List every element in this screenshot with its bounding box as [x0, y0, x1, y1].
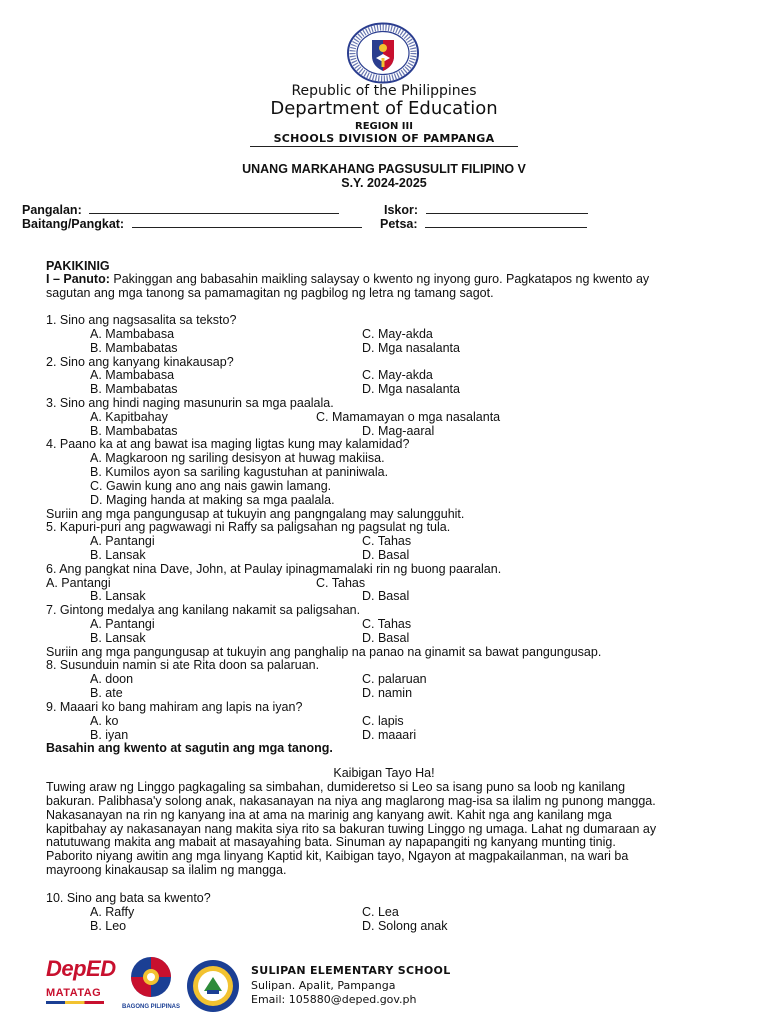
- q9-choice-a[interactable]: A. ko: [90, 714, 119, 728]
- q5-choice-b[interactable]: B. Lansak: [90, 548, 146, 562]
- instruction-line-2: sagutan ang mga tanong sa pamamagitan ng pagbilog ng letra ng tamang sagot.: [46, 286, 494, 300]
- q8-choice-d[interactable]: D. namin: [362, 686, 413, 700]
- q1-choice-a[interactable]: A. Mambabasa: [90, 327, 175, 341]
- instruction-text-1: Pakinggan ang babasahin maikling salaysay o kwento ng inyong guro. Pagkatapos ng kwento ay: [113, 272, 650, 286]
- q9-choice-b[interactable]: B. iyan: [90, 728, 129, 742]
- question-8: 8. Susunduin namin si ate Rita doon sa palaruan.: [46, 658, 320, 672]
- story-line: bakuran. Palibhasa'y solong anak, nakasanayan na niya ang maglarong mag-isa sa ilalim ng punong mangga.: [46, 794, 656, 808]
- school-seal-icon: [186, 959, 240, 1013]
- q3-choice-b[interactable]: B. Mambabatas: [90, 424, 178, 438]
- q6-choice-d[interactable]: D. Basal: [362, 589, 410, 603]
- section-heading: PAKIKINIG: [46, 259, 110, 273]
- question-4: 4. Paano ka at ang bawat isa maging ligtas kung may kalamidad?: [46, 437, 410, 451]
- q2-choice-d[interactable]: D. Mga nasalanta: [362, 382, 460, 396]
- q8-choice-c[interactable]: C. palaruan: [362, 672, 427, 686]
- name-label: Pangalan:: [22, 203, 82, 217]
- name-blank[interactable]: [89, 202, 339, 214]
- date-blank[interactable]: [425, 216, 587, 228]
- grade-blank[interactable]: [132, 216, 362, 228]
- q4-choice-b[interactable]: B. Kumilos ayon sa sariling kagustuhan at paniniwala.: [90, 465, 389, 479]
- score-field[interactable]: [384, 202, 588, 217]
- story-line: mayroong kinakausap sa ilalim ng mangga.: [46, 863, 287, 877]
- story-line: Nakasanayan na rin ng kanyang ina at ama na marinig ang kanyang awit. Kahit nga ang kanilang mga: [46, 808, 612, 822]
- q10-choice-a[interactable]: A. Raffy: [90, 905, 135, 919]
- q5-choice-d[interactable]: D. Basal: [362, 548, 410, 562]
- deped-matatag-logo: [46, 957, 116, 1009]
- q1-choice-b[interactable]: B. Mambabatas: [90, 341, 178, 355]
- q7-choice-b[interactable]: B. Lansak: [90, 631, 146, 645]
- q4-choice-c[interactable]: C. Gawin kung ano ang nais gawin lamang.: [90, 479, 332, 493]
- question-3: 3. Sino ang hindi naging masunurin sa mga paalala.: [46, 396, 334, 410]
- question-9: 9. Maaari ko bang mahiram ang lapis na iyan?: [46, 700, 303, 714]
- story-title: Kaibigan Tayo Ha!: [333, 766, 435, 780]
- name-field[interactable]: [22, 202, 339, 217]
- q7-choice-c[interactable]: C. Tahas: [362, 617, 412, 631]
- q2-choice-c[interactable]: C. May-akda: [362, 368, 433, 382]
- q6-choice-a[interactable]: A. Pantangi: [46, 576, 111, 590]
- deped-logo-text: DepED: [46, 956, 116, 981]
- q10-choice-c[interactable]: C. Lea: [362, 905, 399, 919]
- score-label: Iskor:: [384, 203, 419, 217]
- q3-choice-a[interactable]: A. Kapitbahay: [90, 410, 168, 424]
- instruction-kwento: Basahin ang kwento at sagutin ang mga tanong.: [46, 741, 333, 755]
- bagong-pilipinas-logo: [121, 955, 181, 1011]
- q7-choice-a[interactable]: A. Pantangi: [90, 617, 155, 631]
- story-line: kapitbahay ay nakasanayan nang makita siya rito sa bakuran tuwing Linggo ng umaga. Lahat ng dumaraan ay: [46, 822, 657, 836]
- q5-choice-a[interactable]: A. Pantangi: [90, 534, 155, 548]
- q8-choice-b[interactable]: B. ate: [90, 686, 123, 700]
- school-year: S.Y. 2024-2025: [341, 176, 427, 190]
- story-line: Paborito niyang awitin ang mga linyang Kaptid kit, Kaibigan tayo, Ngayon at magpakailanman, na wari ba: [46, 849, 629, 863]
- division-label: SCHOOLS DIVISION OF PAMPANGA: [273, 132, 495, 145]
- q9-choice-c[interactable]: C. lapis: [362, 714, 404, 728]
- q5-choice-c[interactable]: C. Tahas: [362, 534, 412, 548]
- q1-choice-d[interactable]: D. Mga nasalanta: [362, 341, 460, 355]
- q9-choice-d[interactable]: D. maaari: [362, 728, 417, 742]
- q1-choice-c[interactable]: C. May-akda: [362, 327, 433, 341]
- q6-choice-b[interactable]: B. Lansak: [90, 589, 146, 603]
- header-divider: [250, 146, 518, 147]
- q2-choice-a[interactable]: A. Mambabasa: [90, 368, 175, 382]
- deped-seal-icon: [346, 22, 420, 84]
- q10-choice-b[interactable]: B. Leo: [90, 919, 127, 933]
- instruction-pangngalan: Suriin ang mga pangungusap at tukuyin ang pangngalang may salungguhit.: [46, 507, 465, 521]
- date-field[interactable]: [380, 216, 587, 231]
- date-label: Petsa:: [380, 217, 418, 231]
- question-2: 2. Sino ang kanyang kinakausap?: [46, 355, 234, 369]
- q3-choice-d[interactable]: D. Mag-aaral: [362, 424, 435, 438]
- q10-choice-d[interactable]: D. Solong anak: [362, 919, 448, 933]
- department-title: Department of Education: [270, 98, 498, 119]
- q3-choice-c[interactable]: C. Mamamayan o mga nasalanta: [316, 410, 501, 424]
- story-line: natutuwang makita ang mabait at masayahing bata. Sinuman ay napapangiti ng kanyang munting tinig.: [46, 835, 616, 849]
- question-1: 1. Sino ang nagsasalita sa teksto?: [46, 313, 237, 327]
- matatag-text: MATATAG: [46, 987, 102, 999]
- school-email[interactable]: Email: 105880@deped.gov.ph: [251, 993, 417, 1006]
- bagong-pilipinas-emblem-icon: [121, 955, 181, 999]
- question-10: 10. Sino ang bata sa kwento?: [46, 891, 211, 905]
- instruction-label: I – Panuto:: [46, 272, 110, 286]
- question-6: 6. Ang pangkat nina Dave, John, at Paulay ipinagmamalaki rin ng buong paaralan.: [46, 562, 502, 576]
- instruction-line-1: [46, 272, 649, 286]
- question-7: 7. Gintong medalya ang kanilang nakamit sa paligsahan.: [46, 603, 361, 617]
- grade-field[interactable]: [22, 216, 362, 231]
- question-5: 5. Kapuri-puri ang pagwawagi ni Raffy sa paligsahan ng pagsulat ng tula.: [46, 520, 451, 534]
- story-line: Tuwing araw ng Linggo pagkagaling sa simbahan, dumideretso si Leo sa isang puno sa loob ng kanilang: [46, 780, 626, 794]
- score-blank[interactable]: [426, 202, 588, 214]
- q8-choice-a[interactable]: A. doon: [90, 672, 134, 686]
- q6-choice-c[interactable]: C. Tahas: [316, 576, 366, 590]
- q4-choice-d[interactable]: D. Maging handa at making sa mga paalala.: [90, 493, 335, 507]
- school-name: SULIPAN ELEMENTARY SCHOOL: [251, 964, 451, 977]
- exam-title: UNANG MARKAHANG PAGSUSULIT FILIPINO V: [242, 162, 526, 176]
- q4-choice-a[interactable]: A. Magkaroon ng sariling desisyon at huwag makiisa.: [90, 451, 385, 465]
- republic-label: Republic of the Philippines: [291, 83, 477, 99]
- bagong-pilipinas-text: BAGONG PILIPINAS: [121, 1004, 180, 1010]
- school-address: Sulipan. Apalit, Pampanga: [251, 979, 396, 992]
- grade-label: Baitang/Pangkat:: [22, 217, 125, 231]
- matatag-stripe: [46, 1001, 104, 1004]
- q2-choice-b[interactable]: B. Mambabatas: [90, 382, 178, 396]
- q7-choice-d[interactable]: D. Basal: [362, 631, 410, 645]
- instruction-panghalip: Suriin ang mga pangungusap at tukuyin ang panghalip na panao na ginamit sa bawat pangungusap.: [46, 645, 602, 659]
- region-label: REGION III: [355, 121, 413, 132]
